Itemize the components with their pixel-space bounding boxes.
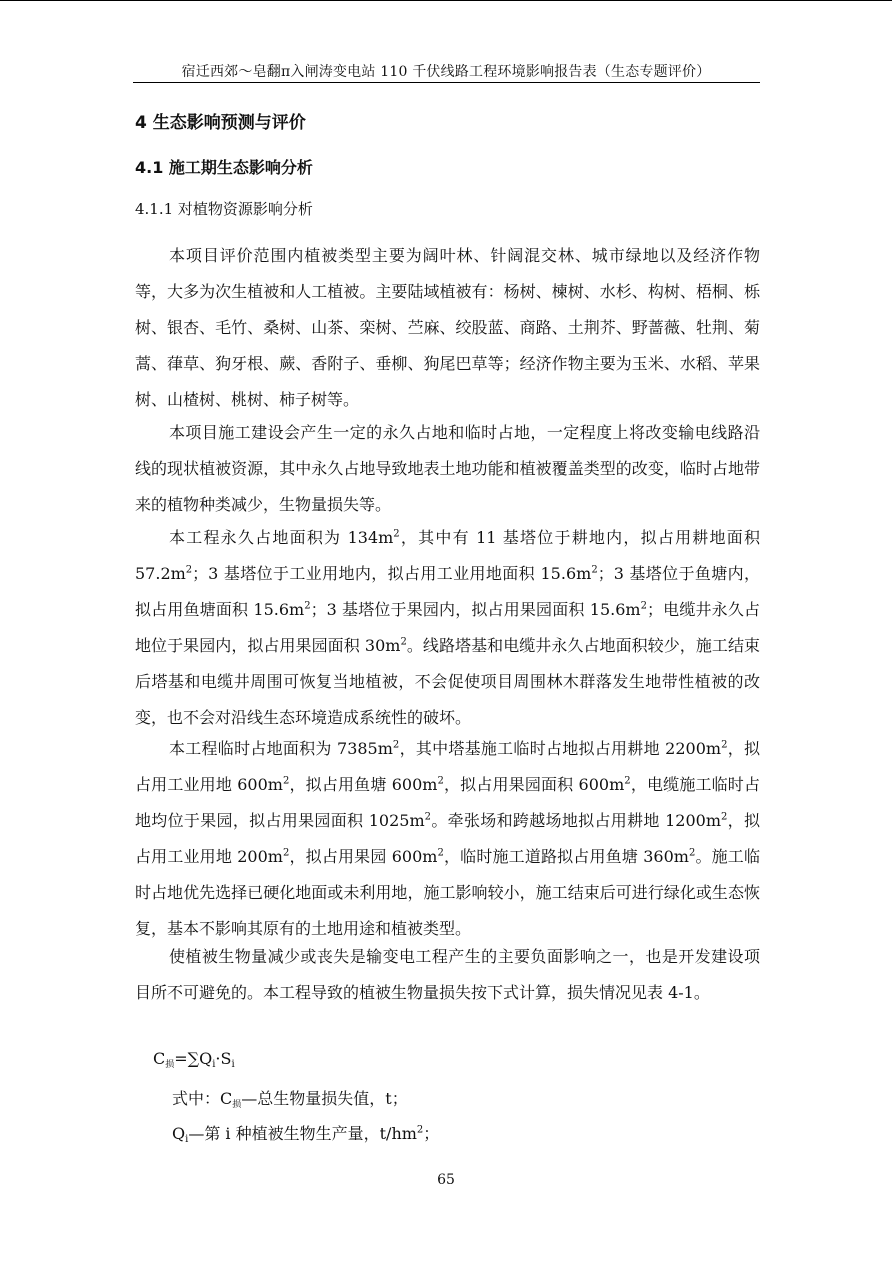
top-border [0,0,892,1]
subsubsection-heading: 4.1.1 对植物资源影响分析 [135,200,313,218]
paragraph-temporary-occupation: 本工程临时占地面积为 $7385m^2$，其中塔基施工临时占地拟占用耕地 $2200m^2$，拟占用工业用地 $600m^2$，拟占用鱼塘 $600m^2$，拟占用果园面积 $600m^2$，电缆施工临时占地均位于果园，拟占用果园面积 $1025m^2$。牵张场和跨越场地拟占用耕地 $1200m^2$，拟占用工业用地 $200m^2$，拟占用果园 $600m^2$，临时施工道路拟占用鱼塘 $360m^2$。施工临时占地优先选择已硬化地面或未利用地，施工影响较小，施工结束后可进行绿化或生态恢复，基本不影响其原有的土地用途和植被类型。 [135,739,760,938]
paragraph-vegetation-types: 本项目评价范围内植被类型主要为阔叶林、针阔混交林、城市绿地以及经济作物等，大多为次生植被和人工植被。主要陆域植被有：杨树、楝树、水杉、构树、梧桐、栎树、银杏、毛竹、桑树、山茶、栾树、苎麻、绞股蓝、商路、土荆芥、野蔷薇、牡荆、菊蒿、葎草、狗牙根、蕨、香附子、垂柳、狗尾巴草等；经济作物主要为玉米、水稻、苹果树、山楂树、桃树、柿子树等。 [135,246,760,409]
paragraph-biomass-loss: 使植被生物量减少或丧失是输变电工程产生的主要负面影响之一，也是开发建设项目所不可避免的。本工程导致的植被生物量损失按下式计算，损失情况见表 4-1。 [135,947,760,1002]
section-heading: 4 生态影响预测与评价 [135,113,306,133]
formula-definition-c: 式中：$C_损—$总生物量损失值，t； [172,1089,408,1110]
page-number: 65 [437,1172,455,1188]
biomass-formula: $C_损=\sum Qi\cdot Si$ [153,1049,235,1070]
header-rule [133,82,760,83]
formula-definition-q: Qi—第 i 种植被生物生产量，$t/hm^2$； [172,1124,440,1145]
running-header: 宿迁西郊～皂翻π入闸涛变电站 110 千伏线路工程环境影响报告表（生态专题评价） [181,64,711,80]
paragraph-land-occupation: 本项目施工建设会产生一定的永久占地和临时占地，一定程度上将改变输电线路沿线的现状植被资源，其中永久占地导致地表土地功能和植被覆盖类型的改变，临时占地带来的植物种类减少，生物量损失等。 [135,423,760,514]
paragraph-permanent-occupation: 本工程永久占地面积为 $134m^2$，其中有 11 基塔位于耕地内，拟占用耕地面积 $57.2m^2$；3 基塔位于工业用地内，拟占用工业用地面积 $15.6m^2$；3 基塔位于鱼塘内，拟占用鱼塘面积 $15.6m^2$；3 基塔位于果园内，拟占用果园面积 $15.6m^2$；电缆井永久占地位于果园内，拟占用果园面积 $30m^2$。线路塔基和电缆井永久占地面积较少，施工结束后塔基和电缆井周围可恢复当地植被，不会促使项目周围林木群落发生地带性植被的改变，也不会对沿线生态环境造成系统性的破坏。 [135,528,760,727]
subsection-heading: 4.1 施工期生态影响分析 [135,158,313,177]
